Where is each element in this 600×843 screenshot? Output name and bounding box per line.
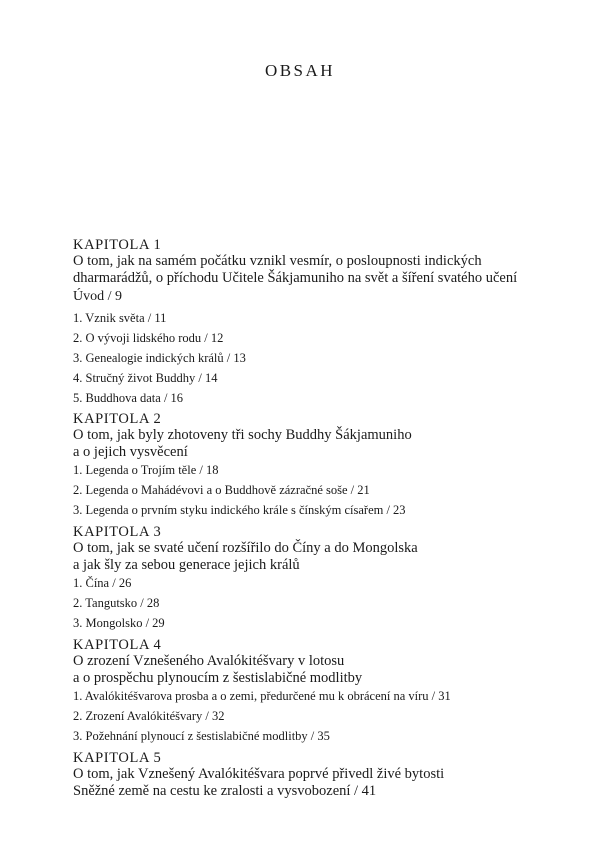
chapter-title: [73, 253, 573, 286]
toc-entry[interactable]: 2. Zrození Avalókitéšvary / 32: [73, 709, 225, 723]
chapter-title-line: O tom, jak Vznešený Avalókitéšvara poprvé přivedl živé bytosti: [73, 766, 445, 782]
toc-entry[interactable]: 3. Mongolsko / 29: [73, 616, 165, 630]
chapter-label: KAPITOLA 4: [73, 637, 162, 653]
table-of-contents: [73, 237, 573, 801]
chapter-4: [73, 637, 573, 746]
chapter-label: KAPITOLA 2: [73, 411, 162, 427]
chapter-title: [73, 540, 573, 573]
chapter-title[interactable]: [73, 766, 573, 799]
chapter-title-line: Sněžné země na cestu ke zralosti a vysvobození / 41: [73, 782, 377, 799]
chapter-title-line: a jak šly za sebou generace jejich králů: [73, 556, 300, 573]
chapter-label: KAPITOLA 5: [73, 750, 162, 766]
toc-entry[interactable]: 2. Legenda o Mahádévovi a o Buddhově zázračné soše / 21: [73, 483, 370, 497]
chapter-title-line: a o jejich vysvěcení: [73, 443, 188, 460]
toc-entry[interactable]: 4. Stručný život Buddhy / 14: [73, 371, 218, 385]
chapter-title-line: O tom, jak na samém počátku vznikl vesmír, o posloupnosti indických: [73, 253, 482, 269]
chapter-title: [73, 427, 573, 460]
chapter-title-line: O zrození Vznešeného Avalókitéšvary v lotosu: [73, 653, 345, 669]
chapter-5: [73, 750, 573, 799]
toc-entry[interactable]: 1. Legenda o Trojím těle / 18: [73, 463, 219, 477]
toc-entry[interactable]: 3. Požehnání plynoucí z šestislabičné modlitby / 35: [73, 729, 330, 743]
chapter-2: [73, 411, 573, 520]
chapter-title-line: dharmarádžů, o příchodu Učitele Šákjamuniho na svět a šíření svatého učení: [73, 269, 518, 286]
toc-entry[interactable]: 3. Legenda o prvním styku indického krále s čínským císařem / 23: [73, 503, 406, 517]
toc-entry[interactable]: 2. Tangutsko / 28: [73, 596, 160, 610]
chapter-title-line: a o prospěchu plynoucím z šestislabičné modlitby: [73, 669, 363, 686]
chapter-3: [73, 524, 573, 633]
toc-entry-intro[interactable]: Úvod / 9: [73, 289, 122, 304]
chapter-title-line: O tom, jak se svaté učení rozšířilo do Číny a do Mongolska: [73, 540, 418, 556]
chapter-label: KAPITOLA 1: [73, 237, 162, 253]
toc-entry[interactable]: 1. Avalókitéšvarova prosba a o zemi, předurčené mu k obrácení na víru / 31: [73, 689, 451, 703]
page-title: OBSAH: [264, 61, 336, 80]
toc-entry[interactable]: 2. O vývoji lidského rodu / 12: [73, 331, 224, 345]
toc-entry[interactable]: 1. Čína / 26: [73, 576, 132, 590]
toc-entry[interactable]: 5. Buddhova data / 16: [73, 391, 184, 405]
chapter-title-line: O tom, jak byly zhotoveny tři sochy Buddhy Šákjamuniho: [73, 427, 412, 443]
chapter-1: [73, 237, 573, 408]
toc-entry[interactable]: 3. Genealogie indických králů / 13: [73, 351, 246, 365]
toc-entry[interactable]: 1. Vznik světa / 11: [73, 311, 167, 325]
chapter-label: KAPITOLA 3: [73, 524, 162, 540]
chapter-title: [73, 653, 573, 686]
